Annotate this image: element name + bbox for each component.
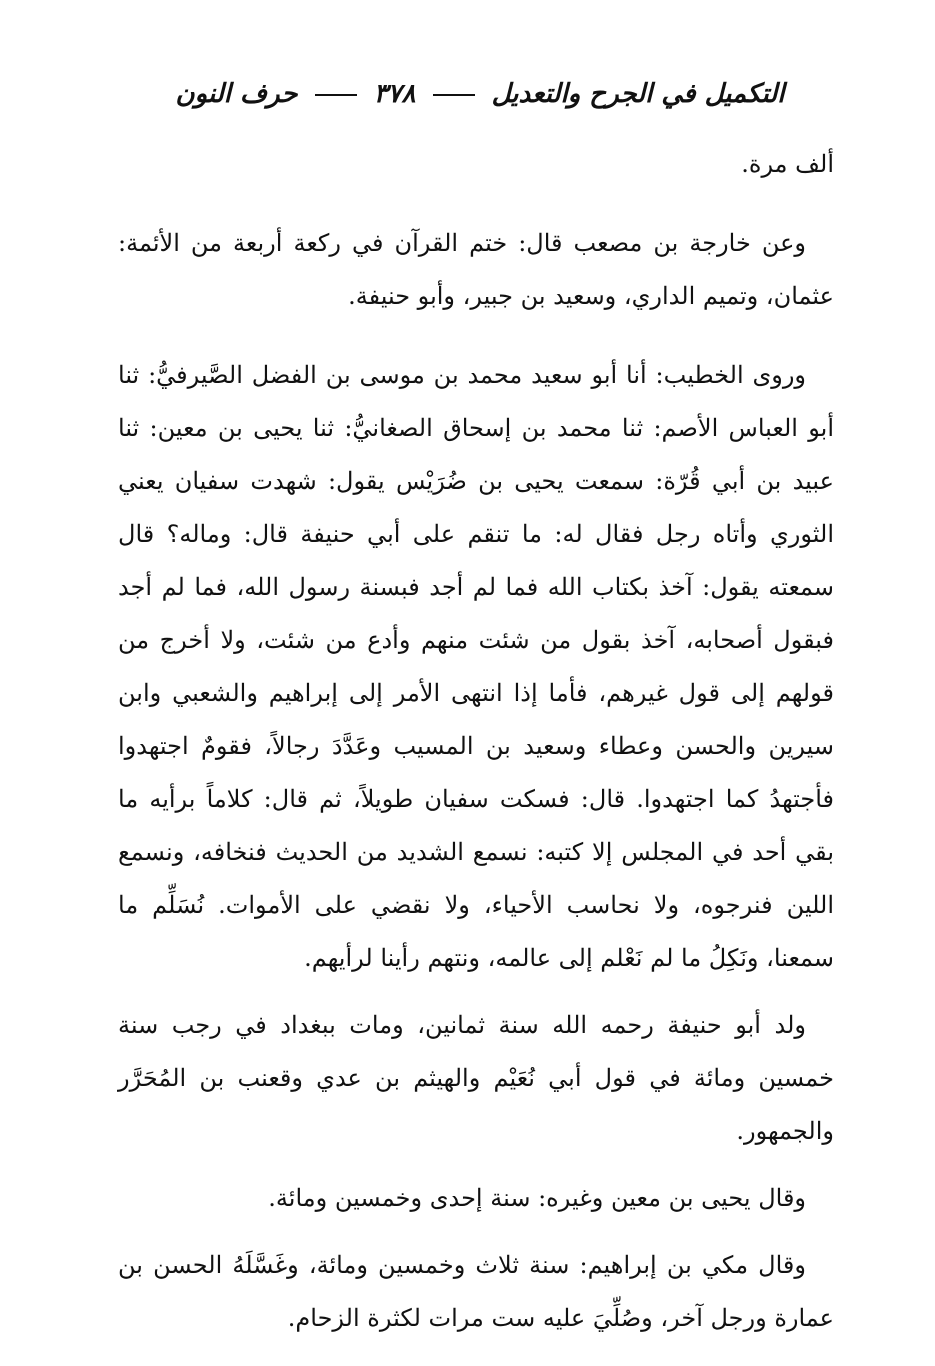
paragraph: ألف مرة. bbox=[741, 150, 834, 178]
paragraph: وقال مكي بن إبراهيم: سنة ثلاث وخمسين ومائة، وغَسَّلَهُ الحسن بن عمارة ورجل آخر، وصُلِّيَ عليه ست مرات لكثرة الزحام. bbox=[118, 1251, 834, 1332]
page-body bbox=[118, 138, 834, 1345]
paragraph: ولد أبو حنيفة رحمه الله سنة ثمانين، ومات ببغداد في رجب سنة خمسين ومائة في قول أبي نُعَيْم والهيثم بن عدي وقعنب بن المُحَرَّر والجمهور. bbox=[118, 1011, 834, 1145]
paragraph: وقال يحيى بن معين وغيره: سنة إحدى وخمسين ومائة. bbox=[268, 1184, 806, 1212]
paragraph: وروى الخطيب: أنا أبو سعيد محمد بن موسى بن الفضل الصَّيرفيُّ: ثنا أبو العباس الأصم: ثنا محمد بن إسحاق الصغانيُّ: ثنا يحيى بن معين: ثنا عبيد بن أبي قُرّة: سمعت يحيى بن ضُرَيْس يقول: شهدت سفيان يعني الثوري وأتاه رجل فقال له: ما تنقم على أبي حنيفة قال: وماله؟ قال سمعته يقول: آخذ بكتاب الله فما لم أجد فبسنة رسول الله، فما لم أجد فبقول أصحابه، آخذ بقول من شئت منهم وأدع من شئت، ولا أخرج من قولهم إلى قول غيرهم، فأما إذا انتهى الأمر إلى إبراهيم والشعبي وابن سيرين والحسن وعطاء وسعيد بن المسيب وعَدَّدَ رجالاً، فقومٌ اجتهدوا فأجتهدُ كما اجتهدوا. قال: فسكت سفيان طويلاً، ثم قال: كلاماً برأيه ما بقي أحد في المجلس إلا كتبه: نسمع الشديد من الحديث فنخافه، ونسمع اللين فنرجوه، ولا نحاسب الأحياء، ولا نقضي على الأموات. نُسَلِّم ما سمعنا، ونَكِلُ ما لم نَعْلم إلى عالمه، ونتهم رأينا لرأيهم. bbox=[118, 361, 835, 972]
header-rule bbox=[315, 94, 357, 96]
running-header bbox=[140, 74, 820, 114]
chapter-title: حرف النون bbox=[175, 79, 298, 109]
paragraph: وعن خارجة بن مصعب قال: ختم القرآن في ركعة أربعة من الأئمة: عثمان، وتميم الداري، وسعيد بن جبير، وأبو حنيفة. bbox=[118, 229, 834, 310]
header-rule bbox=[433, 94, 475, 96]
page-number: ٣٧٨ bbox=[373, 79, 416, 109]
book-title: التكميل في الجرح والتعديل bbox=[491, 79, 785, 109]
